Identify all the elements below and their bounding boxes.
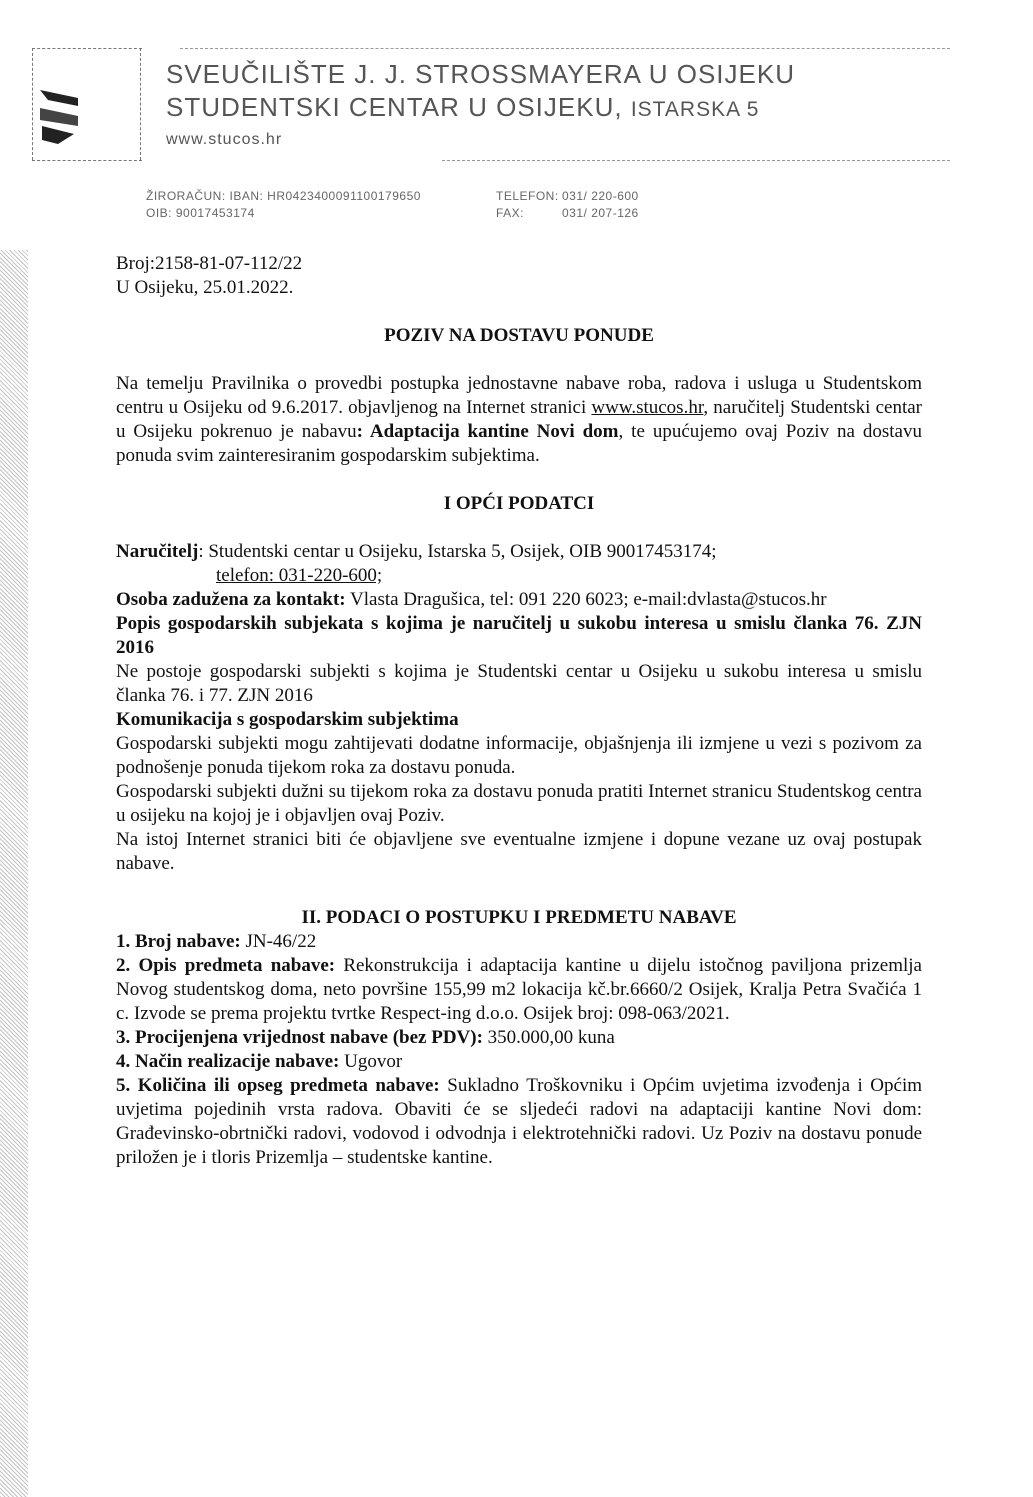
divider — [442, 160, 950, 161]
procurement-item-3 — [116, 1026, 922, 1050]
scan-edge-artifact — [0, 250, 28, 1497]
iban: ŽIRORAČUN: IBAN: HR0423400091100179650 — [146, 189, 421, 203]
client-phone: telefon: 031-220-600; — [216, 565, 383, 586]
university-name: SVEUČILIŠTE J. J. STROSSMAYERA U OSIJEKU — [166, 59, 795, 89]
item-label: 1. Broj nabave: — [116, 931, 241, 952]
institution-address: ISTARSKA 5 — [630, 98, 760, 121]
intro-bold: : Adaptacija kantine Novi dom — [356, 421, 619, 442]
contact-label: Osoba zadužena za kontakt: — [116, 589, 346, 610]
divider — [32, 160, 142, 161]
phone-label: TELEFON: — [496, 189, 559, 203]
section1-heading: I OPĆI PODATCI — [443, 493, 595, 514]
institution-name: STUDENTSKI CENTAR U OSIJEKU, — [166, 92, 623, 122]
fax-line — [496, 205, 639, 222]
website: www.stucos.hr — [166, 131, 283, 148]
communication-heading-text: Komunikacija s gospodarskim subjektima — [116, 709, 459, 730]
communication-paragraph-1: Gospodarski subjekti mogu zahtijevati dodatne informacije, objašnjenja ili izmjene u vezi s pozivom za podnošenje ponuda tijekom roka za dostavu ponuda. — [116, 733, 922, 778]
divider — [32, 48, 142, 49]
university-logo-icon — [38, 86, 82, 146]
intro-text-3: , te upućujemo ovaj Poziv na dostavu ponuda svim zainteresiranim gospodarskim subjektima. — [116, 421, 922, 466]
phone: 031/ 220-600 — [562, 189, 639, 203]
letterhead-text — [166, 58, 795, 153]
item-label: 2. Opis predmeta nabave: — [116, 955, 336, 976]
website-link[interactable]: www.stucos.hr — [591, 397, 704, 418]
divider — [32, 48, 33, 160]
client-label: Naručitelj — [116, 541, 199, 562]
phone-line — [496, 188, 639, 205]
contact-info — [116, 588, 922, 612]
fax-label: FAX: — [496, 206, 525, 220]
procurement-item-5 — [116, 1074, 922, 1170]
item-value: Sukladno Troškovniku i Općim uvjetima izvođenja i Općim uvjetima pojedinih vrsta radova. Obaviti će se sljedeći radovi na adaptaciji kantine Novi dom: Građevinsko-obrtnički radovi, vodovod i odvodnja i elektrotehnički radovi. Uz Poziv na dostavu ponude priložen je i tloris Prizemlja – studentske kantine. — [116, 1075, 922, 1168]
contact-details — [496, 188, 639, 222]
divider — [140, 48, 141, 160]
fax: 031/ 207-126 — [562, 206, 639, 220]
item-label: 5. Količina ili opseg predmeta nabave: — [116, 1075, 440, 1096]
client-info — [116, 540, 922, 564]
oib: OIB: 90017453174 — [146, 206, 255, 220]
client-value: : Studentski centar u Osijeku, Istarska 5, Osijek, OIB 90017453174; — [198, 541, 717, 562]
contact-value: Vlasta Dragušica, tel: 091 220 6023; e-mail:dvlasta@stucos.hr — [345, 589, 827, 610]
document-body — [116, 252, 922, 1170]
item-label: 3. Procijenjena vrijednost nabave (bez PDV): — [116, 1027, 483, 1048]
item-value: Ugovor — [339, 1051, 403, 1072]
client-phone-line — [116, 564, 922, 588]
letterhead — [32, 40, 952, 162]
procurement-item-4 — [116, 1050, 922, 1074]
institution-line — [166, 90, 795, 127]
item-value: 350.000,00 kuna — [482, 1027, 615, 1048]
intro-text-2: , naručitelj Studentski centar u Osijeku pokrenuo je nabavu — [116, 397, 922, 442]
communication-paragraph-3: Na istoj Internet stranici biti će objavljene sve eventualne izmjene i dopune vezane uz ovaj postupak nabave. — [116, 829, 922, 874]
item-value: Rekonstrukcija i adaptacija kantine u dijelu istočnog paviljona prizemlja Novog studentskog doma, neto površine 155,99 m2 lokacija kč.br.6660/2 Osijek, Kralja Petra Svačića 1 c. Izvode se prema projektu tvrtke Respect-ing d.o.o. Osijek broj: 098-063/2021. — [116, 955, 922, 1024]
communication-heading — [116, 708, 922, 732]
section2-heading: II. PODACI O POSTUPKU I PREDMETU NABAVE — [301, 907, 737, 928]
procurement-item-1 — [116, 930, 922, 954]
document-number: Broj:2158-81-07-112/22 — [116, 253, 303, 274]
document-title: POZIV NA DOSTAVU PONUDE — [384, 325, 654, 346]
item-value: JN-46/22 — [240, 931, 317, 952]
item-label: 4. Način realizacije nabave: — [116, 1051, 340, 1072]
intro-text-1: Na temelju Pravilnika o provedbi postupka jednostavne nabave roba, radova i usluga u Studentskom centru u Osijeku od 9.6.2017. objavljenog na Internet stranici — [116, 373, 922, 418]
place-date: U Osijeku, 25.01.2022. — [116, 277, 294, 298]
bank-details — [146, 188, 421, 222]
conflict-heading — [116, 612, 922, 660]
divider — [180, 48, 950, 49]
communication-paragraph-2: Gospodarski subjekti dužni su tijekom roka za dostavu ponuda pratiti Internet stranicu Studentskog centra u osijeku na kojoj je i objavljen ovaj Poziv. — [116, 781, 922, 826]
conflict-text: Ne postoje gospodarski subjekti s kojima je Studentski centar u Osijeku u sukobu interesa u smislu članka 76. i 77. ZJN 2016 — [116, 661, 922, 706]
intro-paragraph — [116, 372, 922, 468]
conflict-heading-text: Popis gospodarskih subjekata s kojima je naručitelj u sukobu interesa u smislu članka 76. ZJN 2016 — [116, 613, 922, 658]
procurement-item-2 — [116, 954, 922, 1026]
document-meta — [116, 252, 922, 300]
